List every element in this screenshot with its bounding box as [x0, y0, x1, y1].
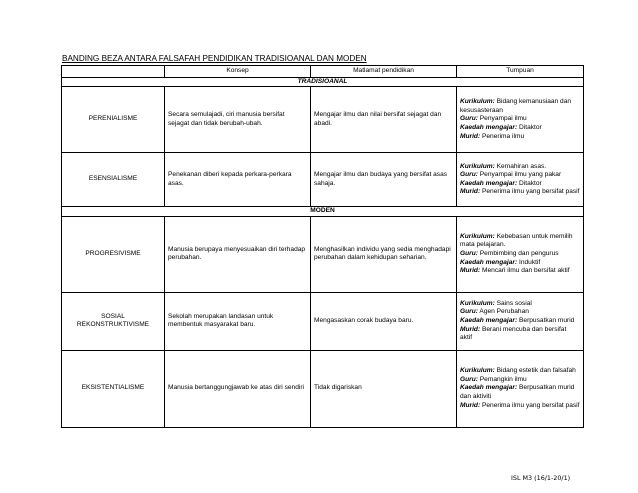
table-row	[62, 216, 584, 292]
matlamat-cell: Mengasaskan corak budaya baru.	[311, 292, 457, 350]
guru-label: Guru:	[460, 308, 478, 316]
table-row	[62, 153, 584, 207]
kaedah-value: Ditaktor	[517, 123, 542, 131]
kurikulum-label: Kurikulum:	[460, 162, 495, 170]
guru-value: Penyampai ilmu yang pakar	[477, 171, 562, 179]
matlamat-cell: Tidak digariskan	[311, 350, 457, 427]
row-name: PERENIALISME	[62, 87, 165, 153]
row-name-line: SOSIAL	[101, 312, 125, 320]
header-matlamat: Matlamat pendidikan	[311, 66, 457, 78]
header-blank	[62, 66, 165, 78]
guru-label: Guru:	[460, 115, 478, 123]
row-name	[62, 292, 165, 350]
konsep-cell: Manusia bertanggungjawab ke atas diri sendiri	[165, 350, 311, 427]
tumpuan-cell	[457, 216, 584, 292]
murid-value: Penerima ilmu	[480, 132, 525, 140]
kurikulum-label: Kurikulum:	[460, 299, 495, 307]
kaedah-value: Induktif	[517, 258, 541, 266]
guru-value: Agen Perubahan	[477, 308, 529, 316]
section-row-tradisional	[62, 77, 584, 87]
konsep-cell: Sekolah merupakan landasan untuk membentuk masyarakat baru.	[165, 292, 311, 350]
document-title: BANDING BEZA ANTARA FALSAFAH PENDIDIKAN TRADISIOANAL DAN MODEN	[62, 54, 367, 63]
konsep-cell: Penekanan diberi kepada perkara-perkara asas.	[165, 153, 311, 207]
murid-value: Mencari ilmu dan bersifat aktif	[480, 267, 570, 275]
kaedah-value: Ditaktor	[517, 179, 542, 187]
header-row	[62, 66, 584, 78]
matlamat-cell: Menghasilkan individu yang sedia menghadapi perubahan dalam kehidupan seharian.	[311, 216, 457, 292]
guru-value: Penyampai ilmu	[477, 115, 527, 123]
row-name: EKSISTENTIALISME	[62, 350, 165, 427]
kaedah-label: Kaedah mengajar:	[460, 179, 518, 187]
tumpuan-cell	[457, 350, 584, 427]
guru-value: Pemangkin ilmu	[477, 375, 527, 383]
row-name-line: REKONSTRUKTIVISME	[76, 321, 150, 329]
section-moden: MODEN	[62, 207, 584, 217]
konsep-cell: Secara semulajadi, ciri manusia bersifat sejagat dan tidak berubah-ubah.	[165, 87, 311, 153]
kurikulum-label: Kurikulum:	[460, 367, 495, 375]
kurikulum-value: Kebebasan untuk memilih mata pelajaran.	[460, 232, 573, 249]
table-row	[62, 350, 584, 427]
guru-label: Guru:	[460, 375, 478, 383]
murid-label: Murid:	[460, 132, 481, 140]
tumpuan-cell	[457, 153, 584, 207]
header-konsep: Konsep	[165, 66, 311, 78]
kaedah-value: Berpusatkan murid	[517, 316, 575, 324]
kurikulum-value: Bidang kemanusiaan dan kesusasteraan	[460, 98, 572, 114]
konsep-cell: Manusia berupaya menyesuaikan diri terhadap perubahan.	[165, 216, 311, 292]
table-row	[62, 292, 584, 350]
murid-label: Murid:	[460, 267, 481, 275]
murid-label: Murid:	[460, 325, 481, 333]
section-row-moden	[62, 207, 584, 217]
murid-label: Murid:	[460, 188, 481, 196]
murid-label: Murid:	[460, 401, 481, 409]
row-name: PROGRESIVISME	[62, 216, 165, 292]
guru-label: Guru:	[460, 249, 478, 257]
tumpuan-cell	[457, 292, 584, 350]
matlamat-cell: Mengajar ilmu dan nilai bersifat sejagat dan abadi.	[311, 87, 457, 153]
murid-value: Berani mencuba dan bersifat aktif	[460, 325, 567, 342]
section-tradisional	[62, 77, 584, 87]
comparison-table	[61, 65, 584, 428]
kaedah-label: Kaedah mengajar:	[460, 384, 518, 392]
matlamat-cell: Mengajar ilmu dan budaya yang bersifat asas sahaja.	[311, 153, 457, 207]
tumpuan-cell	[457, 87, 584, 153]
murid-value: Penerima ilmu yang bersifat pasif	[480, 188, 580, 196]
kurikulum-label: Kurikulum:	[460, 98, 495, 106]
row-name: ESENSIALISME	[62, 153, 165, 207]
kurikulum-value: Sains sosial	[494, 299, 532, 307]
kurikulum-value: Bidang estetik dan falsafah	[494, 367, 576, 375]
kaedah-label: Kaedah mengajar:	[460, 258, 518, 266]
section-label: TRADISIOANAL	[297, 77, 348, 85]
kaedah-label: Kaedah mengajar:	[460, 123, 518, 131]
guru-label: Guru:	[460, 171, 478, 179]
table-row	[62, 87, 584, 153]
page-footer: ISL M3 (16/1-20/1)	[511, 474, 571, 482]
kurikulum-label: Kurikulum:	[460, 232, 495, 240]
guru-value: Pembimbing dan pengurus	[477, 249, 559, 257]
kaedah-label: Kaedah mengajar:	[460, 316, 518, 324]
kaedah-value: Berpusatkan murid dan aktiviti	[460, 384, 575, 401]
kurikulum-value: Kemahiran asas.	[494, 162, 547, 170]
murid-value: Penerima ilmu yang bersifat pasif	[480, 401, 580, 409]
header-tumpuan: Tumpuan	[457, 66, 584, 78]
